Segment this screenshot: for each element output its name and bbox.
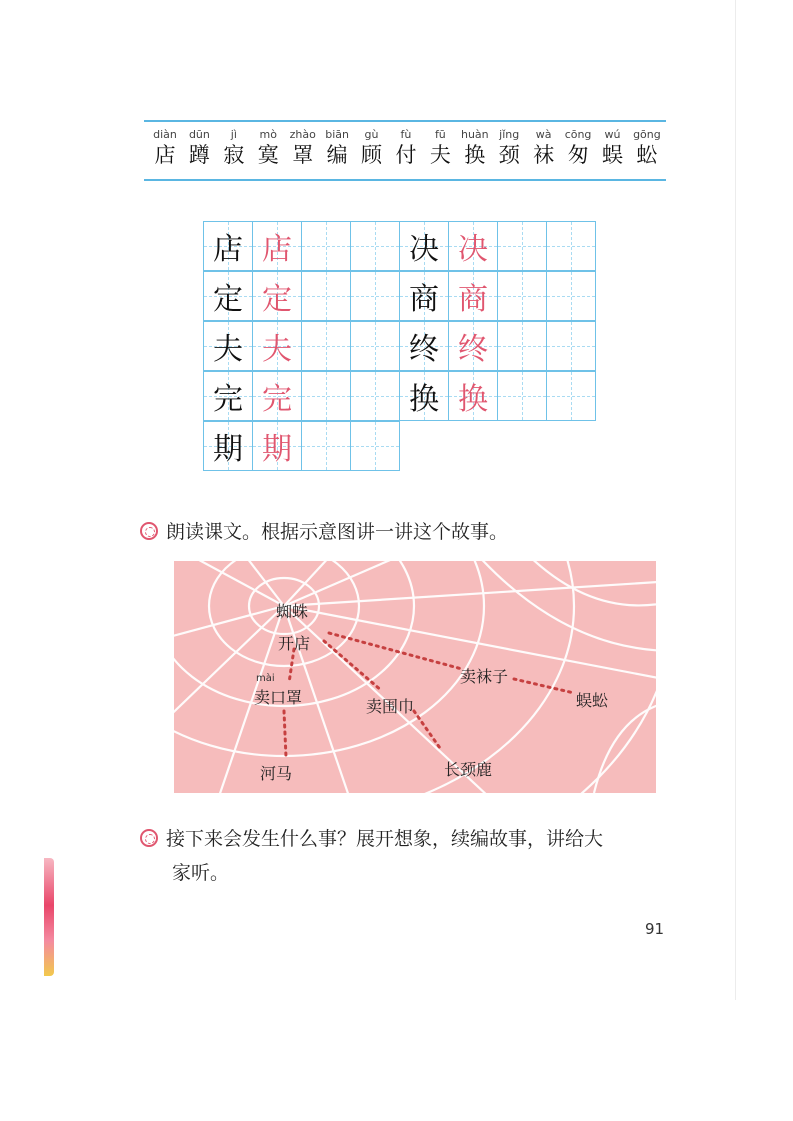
model-character: 定 xyxy=(213,282,243,317)
grid-cell xyxy=(203,421,253,471)
grid-cell xyxy=(301,271,351,321)
vocab-pinyin: cōng xyxy=(564,128,592,141)
grid-cell xyxy=(203,371,253,421)
grid-cell xyxy=(497,221,547,271)
vocab-item xyxy=(389,128,423,168)
vocab-pinyin: jì xyxy=(230,128,237,141)
trace-character: 商 xyxy=(458,282,488,317)
vocab-pinyin: zhào xyxy=(289,128,316,141)
grid-row xyxy=(203,421,399,471)
instruction-continue-line1: 接下来会发生什么事？展开想象，续编故事，讲给大 xyxy=(166,828,604,850)
grid-cell xyxy=(546,221,596,271)
vocab-item xyxy=(630,128,664,168)
node-sell-socks: 卖袜子 xyxy=(460,667,509,686)
grid-cell xyxy=(301,221,351,271)
grid-cell xyxy=(252,271,302,321)
grid-cell xyxy=(203,221,253,271)
model-character: 决 xyxy=(409,232,439,267)
model-character: 商 xyxy=(409,282,439,317)
vocab-item xyxy=(595,128,629,168)
node-sell-scarf: 卖围巾 xyxy=(366,697,415,716)
page-number: 91 xyxy=(645,920,665,938)
vocabulary-strip xyxy=(144,120,666,181)
spider-web-background xyxy=(174,561,656,793)
grid-row xyxy=(203,271,595,321)
vocab-item xyxy=(182,128,216,168)
grid-cell xyxy=(252,321,302,371)
grid-cell xyxy=(301,421,351,471)
grid-cell xyxy=(448,221,498,271)
vocab-char: 换 xyxy=(464,143,486,167)
grid-cell xyxy=(448,321,498,371)
vocab-char: 夫 xyxy=(429,143,451,167)
grid-cell xyxy=(350,271,400,321)
grid-cell xyxy=(350,371,400,421)
vocab-pinyin: wà xyxy=(535,128,552,141)
trace-character: 夫 xyxy=(262,332,292,367)
vocab-pinyin: wú xyxy=(604,128,621,141)
vocab-item xyxy=(320,128,354,168)
vocab-pinyin: fū xyxy=(434,128,446,141)
model-character: 完 xyxy=(213,382,243,417)
model-character: 夫 xyxy=(213,332,243,367)
grid-cell xyxy=(497,321,547,371)
grid-cell xyxy=(546,321,596,371)
vocab-pinyin: fù xyxy=(400,128,412,141)
node-centipede: 蜈蚣 xyxy=(576,691,609,710)
grid-cell xyxy=(252,371,302,421)
model-character: 终 xyxy=(409,332,439,367)
grid-row xyxy=(203,371,595,421)
vocabulary-row xyxy=(144,122,666,168)
grid-row xyxy=(203,321,595,371)
model-character: 店 xyxy=(213,232,243,267)
bullet-icon xyxy=(140,829,158,847)
vocab-item xyxy=(561,128,595,168)
trace-character: 期 xyxy=(262,432,292,467)
node-hippo: 河马 xyxy=(260,764,293,783)
grid-cell xyxy=(203,271,253,321)
node-sell-mask-pinyin: mài xyxy=(256,673,275,684)
vocab-char: 编 xyxy=(326,143,348,167)
vocab-pinyin: dūn xyxy=(188,128,210,141)
story-map xyxy=(174,561,656,793)
grid-cell xyxy=(301,321,351,371)
trace-character: 换 xyxy=(458,382,488,417)
vocab-pinyin: huàn xyxy=(460,128,489,141)
grid-cell xyxy=(350,221,400,271)
vocab-item xyxy=(423,128,457,168)
node-sell-mask xyxy=(254,673,302,708)
vocab-char: 匆 xyxy=(567,143,589,167)
vocab-char: 寂 xyxy=(223,143,245,167)
grid-cell xyxy=(350,421,400,471)
vocab-char: 蜈 xyxy=(601,143,623,167)
vocab-item xyxy=(492,128,526,168)
instruction-retell xyxy=(140,515,508,549)
vocab-pinyin: jǐng xyxy=(499,128,520,141)
vocab-pinyin: gōng xyxy=(633,128,661,141)
node-sell-mask-label: 卖口罩 xyxy=(254,688,303,707)
node-giraffe: 长颈鹿 xyxy=(444,760,493,779)
grid-row xyxy=(203,221,595,271)
instruction-continue-story xyxy=(140,822,680,890)
grid-cell xyxy=(301,371,351,421)
grid-cell xyxy=(497,271,547,321)
vocab-char: 付 xyxy=(395,143,417,167)
grid-cell xyxy=(546,271,596,321)
model-character: 换 xyxy=(409,382,439,417)
node-open-shop: 开店 xyxy=(278,634,311,653)
vocab-pinyin: biān xyxy=(325,128,349,141)
grid-cell xyxy=(252,421,302,471)
grid-cell xyxy=(399,371,449,421)
grid-cell xyxy=(203,321,253,371)
vocab-item xyxy=(217,128,251,168)
instruction-continue-line2: 家听。 xyxy=(172,862,230,884)
trace-character: 终 xyxy=(458,332,488,367)
vocab-pinyin: gù xyxy=(364,128,379,141)
vocab-char: 颈 xyxy=(498,143,520,167)
vocab-pinyin: diàn xyxy=(153,128,177,141)
vocab-char: 蹲 xyxy=(188,143,210,167)
vocab-item xyxy=(286,128,320,168)
grid-cell xyxy=(399,221,449,271)
grid-cell xyxy=(448,371,498,421)
vocab-char: 罩 xyxy=(292,143,314,167)
node-spider: 蜘蛛 xyxy=(276,602,309,621)
trace-character: 定 xyxy=(262,282,292,317)
vocab-item xyxy=(355,128,389,168)
grid-cell xyxy=(399,271,449,321)
trace-character: 决 xyxy=(458,232,488,267)
vocab-item xyxy=(458,128,492,168)
grid-cell xyxy=(448,271,498,321)
vocab-char: 店 xyxy=(154,143,176,167)
vocab-char: 顾 xyxy=(361,143,383,167)
vocab-pinyin: mò xyxy=(259,128,277,141)
vocab-item xyxy=(527,128,561,168)
grid-cell xyxy=(546,371,596,421)
vocab-item xyxy=(148,128,182,168)
vocab-item xyxy=(251,128,285,168)
model-character: 期 xyxy=(213,432,243,467)
grid-cell xyxy=(252,221,302,271)
grid-cell xyxy=(497,371,547,421)
page-edge-line xyxy=(735,0,736,1000)
vocab-char: 蚣 xyxy=(636,143,658,167)
instruction-retell-text: 朗读课文。根据示意图讲一讲这个故事。 xyxy=(166,521,509,543)
vocab-char: 袜 xyxy=(533,143,555,167)
vocab-char: 寞 xyxy=(257,143,279,167)
grid-cell xyxy=(350,321,400,371)
side-decoration xyxy=(44,858,54,976)
grid-cell xyxy=(399,321,449,371)
trace-character: 完 xyxy=(262,382,292,417)
bullet-icon xyxy=(140,522,158,540)
trace-character: 店 xyxy=(262,232,292,267)
